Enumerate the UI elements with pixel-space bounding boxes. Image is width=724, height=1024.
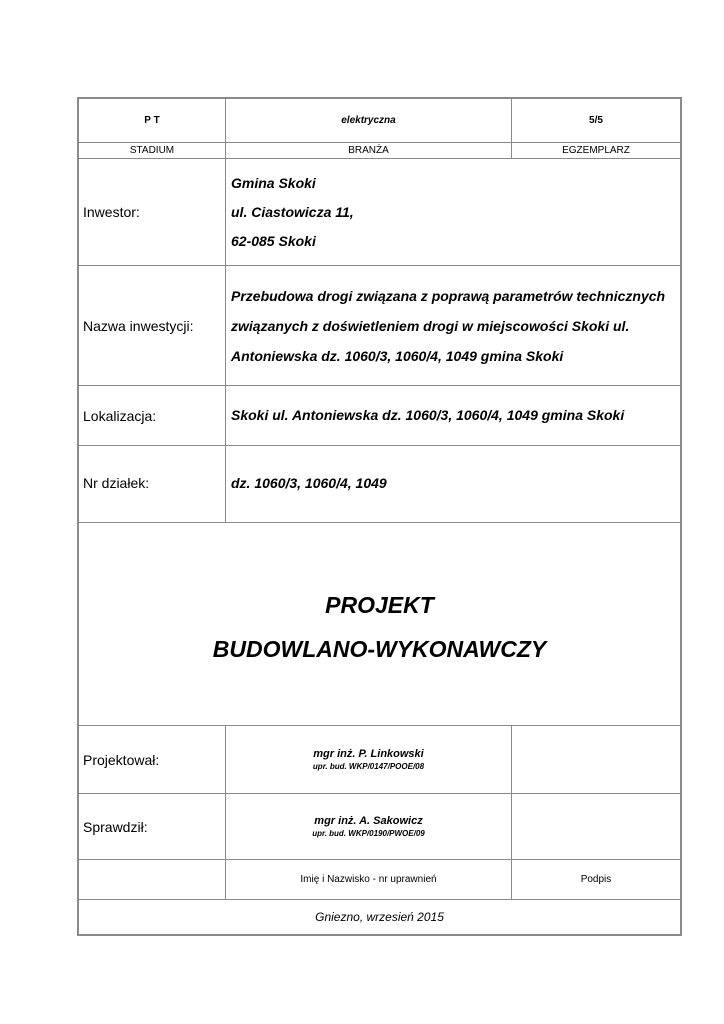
projektowal-label-cell xyxy=(79,726,226,793)
branza-cell xyxy=(226,99,512,142)
inwestor-row xyxy=(79,159,680,266)
egzemplarz-cell xyxy=(512,99,680,142)
sprawdzil-name-cell xyxy=(226,794,512,859)
footer-empty-cell xyxy=(79,860,226,899)
inwestor-label: Inwestor: xyxy=(83,204,140,220)
header-values-row xyxy=(79,99,680,143)
projektowal-name-cell xyxy=(226,726,512,793)
nazwa-label: Nazwa inwestycji: xyxy=(83,317,194,334)
lokalizacja-label: Lokalizacja: xyxy=(83,407,157,424)
stadium-value: P T xyxy=(144,115,160,126)
place-date: Gniezno, wrzesień 2015 xyxy=(315,910,444,924)
header-labels-row xyxy=(79,143,680,159)
title-row xyxy=(79,523,680,726)
branza-value: elektryczna xyxy=(341,115,396,126)
stadium-label: STADIUM xyxy=(129,145,175,156)
projektowal-row xyxy=(79,726,680,794)
inwestor-line: Gmina Skoki xyxy=(231,174,316,191)
lokalizacja-value-cell xyxy=(226,386,680,445)
egzemplarz-value: 5/5 xyxy=(589,115,603,126)
projektowal-license: upr. bud. WKP/0147/POOE/08 xyxy=(312,762,425,771)
nazwa-line: Antoniewska dz. 1060/3, 1060/4, 1049 gmina Skoki xyxy=(231,347,564,364)
lokalizacja-row xyxy=(79,386,680,446)
nazwa-label-cell xyxy=(79,266,226,385)
branza-label-cell xyxy=(226,143,512,158)
nazwa-line: związanych z doświetleniem drogi w miejscowości Skoki ul. xyxy=(231,317,630,334)
sprawdzil-label-cell xyxy=(79,794,226,859)
sprawdzil-signature-cell xyxy=(512,794,680,859)
title-page-table xyxy=(77,97,682,936)
sprawdzil-label: Sprawdził: xyxy=(83,818,148,835)
egzemplarz-label-cell xyxy=(512,143,680,158)
stadium-label-cell xyxy=(79,143,226,158)
inwestor-value-cell xyxy=(226,159,680,265)
sprawdzil-row xyxy=(79,794,680,860)
inwestor-label-cell xyxy=(79,159,226,265)
inwestor-line: ul. Ciastowicza 11, xyxy=(231,203,354,220)
lokalizacja-label-cell xyxy=(79,386,226,445)
dzialki-value-cell xyxy=(226,446,680,522)
stadium-cell xyxy=(79,99,226,142)
dzialki-label: Nr działek: xyxy=(83,475,150,491)
projektowal-label: Projektował: xyxy=(83,751,160,768)
dzialki-label-cell xyxy=(79,446,226,522)
nazwa-line: Przebudowa drogi związana z poprawą parametrów technicznych xyxy=(231,287,666,304)
branza-label: BRANŻA xyxy=(348,145,389,156)
lokalizacja-value: Skoki ul. Antoniewska dz. 1060/3, 1060/4, 1049 gmina Skoki xyxy=(231,407,625,423)
signature-column-label: Podpis xyxy=(580,874,612,885)
footer-sign-cell xyxy=(512,860,680,899)
nazwa-row xyxy=(79,266,680,386)
dzialki-row xyxy=(79,446,680,523)
inwestor-value xyxy=(226,169,354,256)
sprawdzil-license: upr. bud. WKP/0190/PWOE/09 xyxy=(312,829,425,838)
nazwa-value xyxy=(226,281,665,371)
nazwa-value-cell xyxy=(226,266,680,385)
dzialki-value: dz. 1060/3, 1060/4, 1049 xyxy=(231,475,387,491)
project-title-line2: BUDOWLANO-WYKONAWCZY xyxy=(212,636,547,662)
project-title-line1: PROJEKT xyxy=(325,592,434,618)
projektowal-name: mgr inż. P. Linkowski xyxy=(313,748,424,760)
sprawdzil-name: mgr inż. A. Sakowicz xyxy=(314,815,423,827)
footer-name-cell xyxy=(226,860,512,899)
place-date-row xyxy=(79,900,680,934)
name-column-label: Imię i Nazwisko - nr uprawnień xyxy=(300,874,437,885)
footer-labels-row xyxy=(79,860,680,900)
place-date-cell xyxy=(79,900,680,934)
egzemplarz-label: EGZEMPLARZ xyxy=(562,145,630,156)
inwestor-line: 62-085 Skoki xyxy=(231,232,316,249)
projektowal-signature-cell xyxy=(512,726,680,793)
title-cell xyxy=(79,523,680,725)
